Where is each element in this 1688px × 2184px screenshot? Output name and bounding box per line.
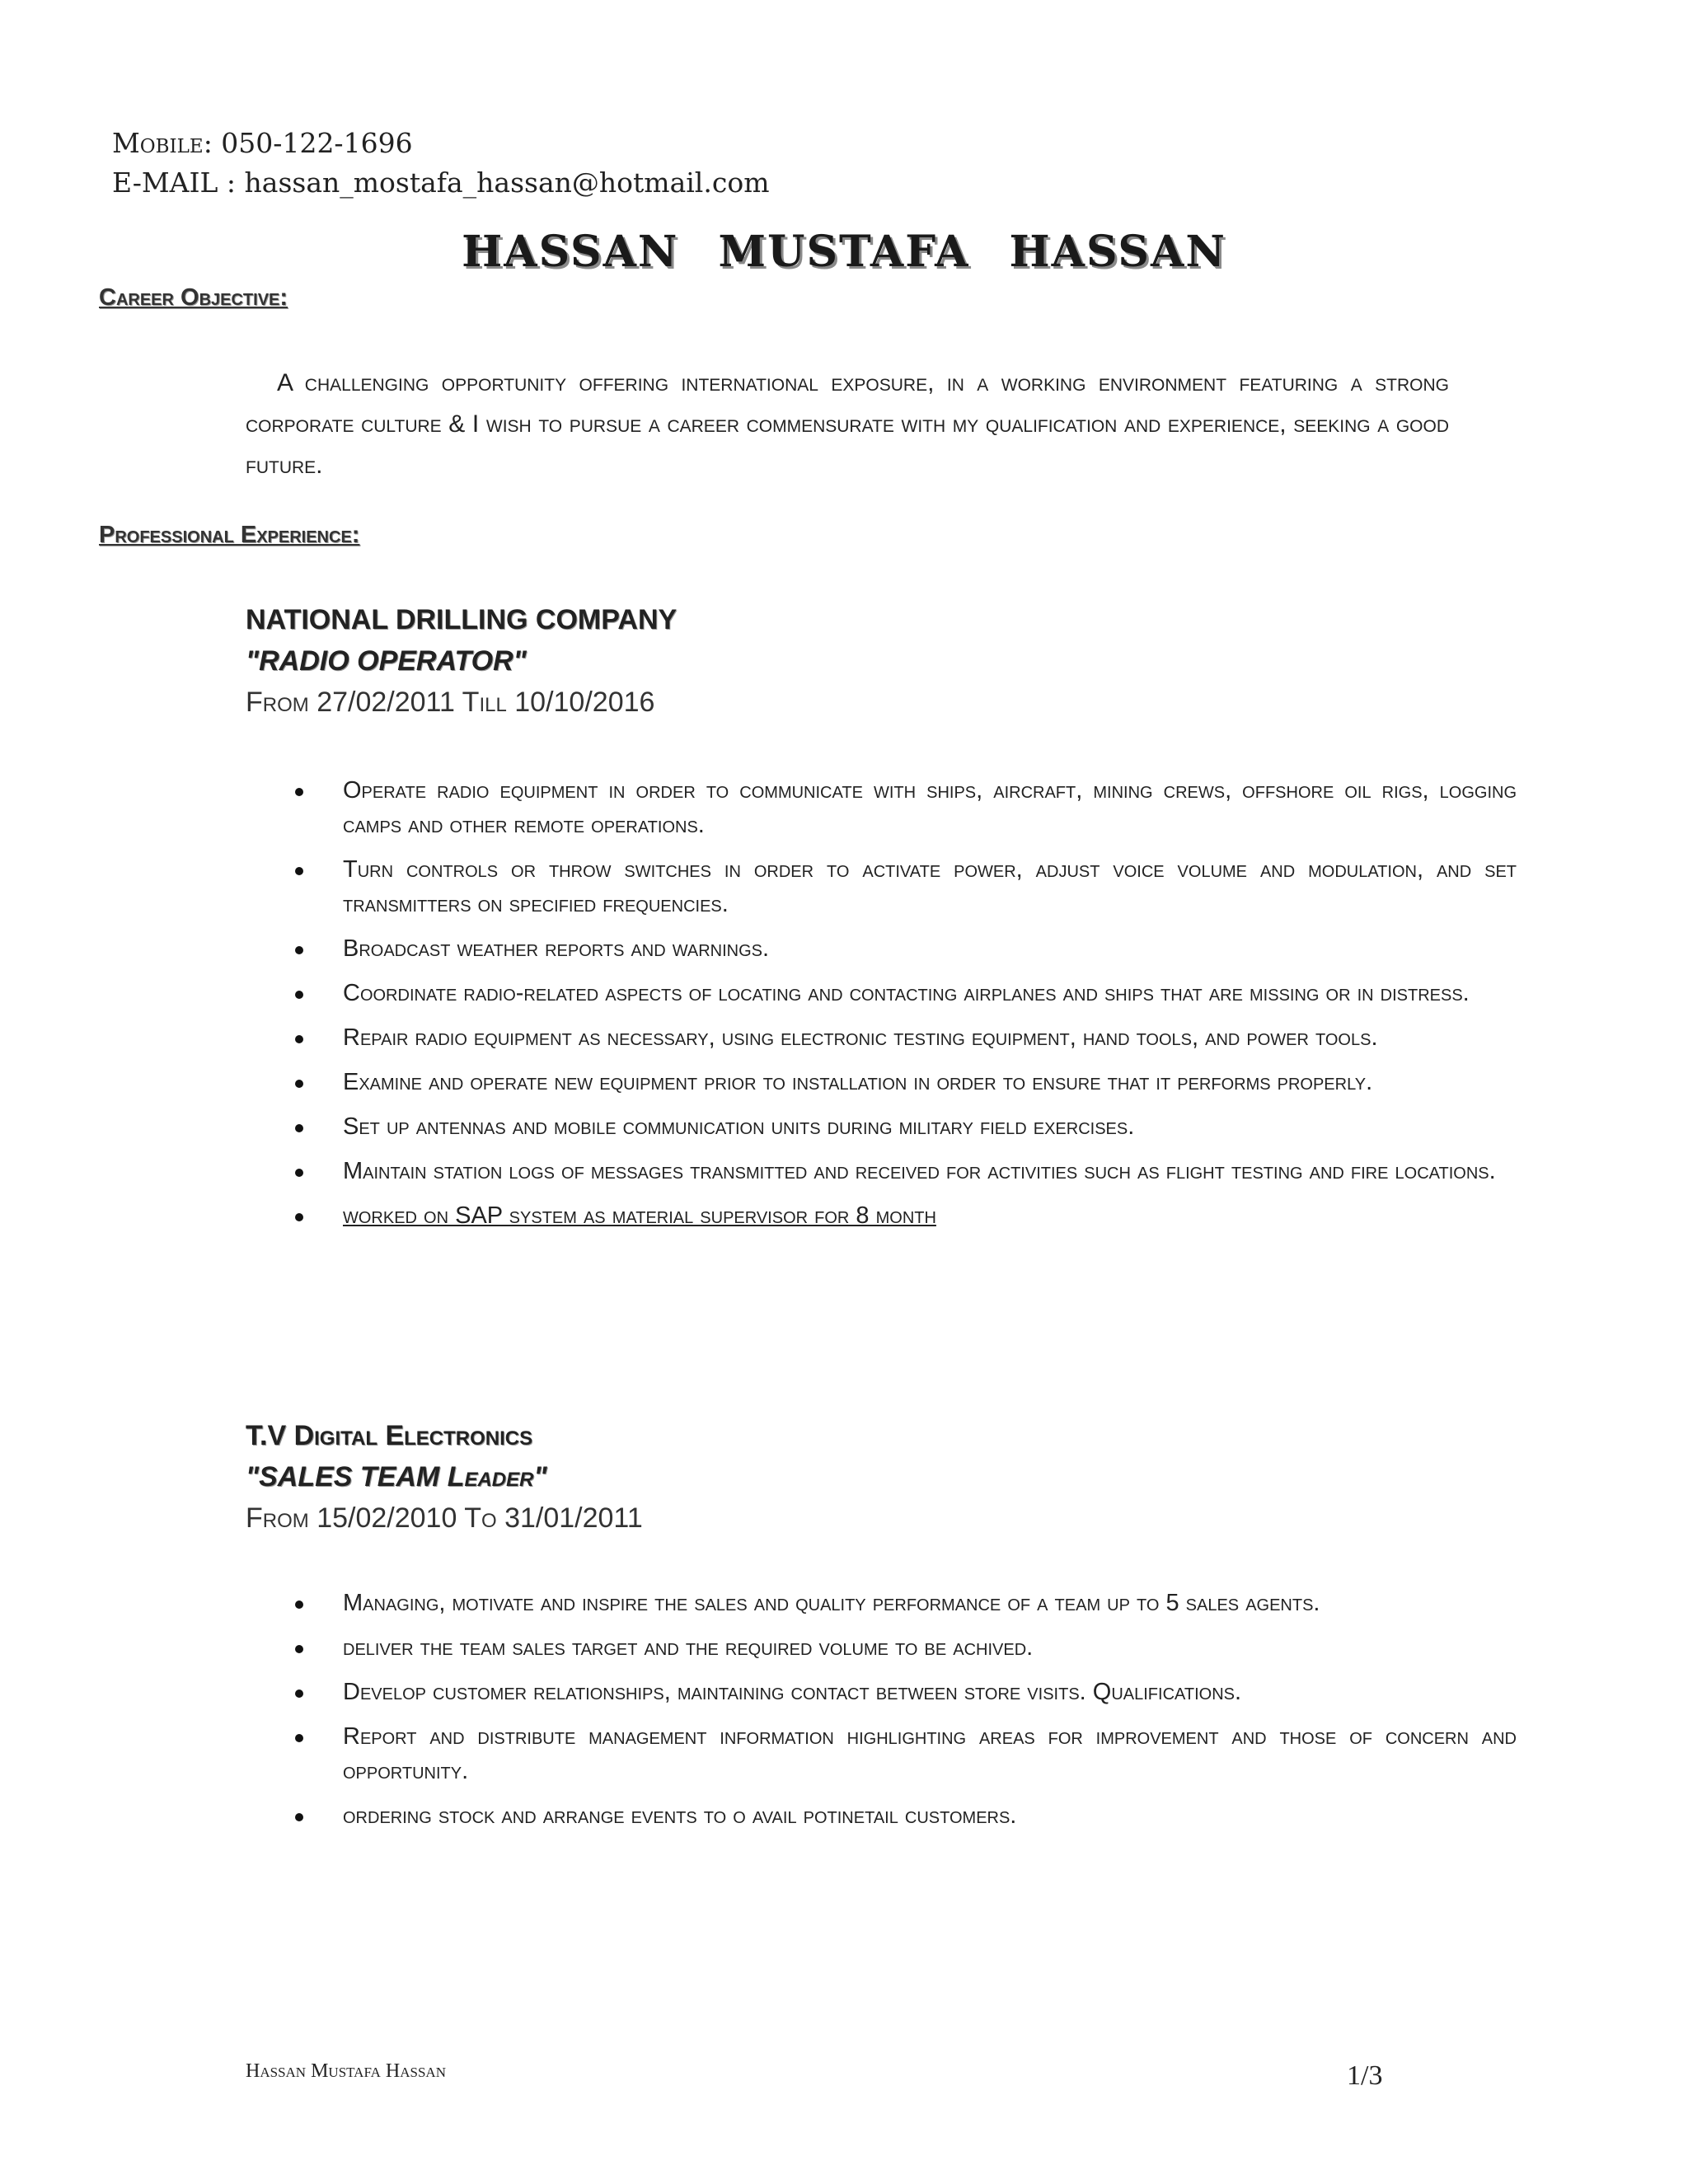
- list-item: deliver the team sales target and the required volume to be achived.: [288, 1630, 1517, 1665]
- list-item: Managing, motivate and inspire the sales and quality performance of a team up to 5 sales agents.: [288, 1586, 1517, 1620]
- job-2-responsibilities: [288, 1586, 1517, 1843]
- bullet-icon: [295, 1734, 303, 1742]
- list-item: Report and distribute management information highlighting areas for improvement and those of concern and opportunity.: [288, 1719, 1517, 1788]
- mobile-line: [112, 124, 770, 163]
- bullet-icon: [295, 1213, 303, 1221]
- list-item: Set up antennas and mobile communication units during military field exercises.: [288, 1109, 1517, 1144]
- page-number: 1/3: [1347, 2060, 1383, 2091]
- contact-block: [112, 124, 770, 203]
- bullet-icon: [295, 1601, 303, 1609]
- candidate-name: HASSAN MUSTAFA HASSAN: [462, 227, 1226, 277]
- email-line: [112, 163, 770, 203]
- list-item: Coordinate radio-related aspects of locating and contacting airplanes and ships that are missing or in distress.: [288, 976, 1517, 1010]
- bullet-icon: [295, 1645, 303, 1653]
- job-entry-2: [246, 1415, 643, 1539]
- list-item: Maintain station logs of messages transmitted and received for activities such as flight testing and fire locations.: [288, 1154, 1517, 1188]
- list-item: Broadcast weather reports and warnings.: [288, 931, 1517, 966]
- professional-experience-heading: Professional Experience:: [99, 522, 360, 548]
- job-title: "SALES TEAM Leader": [246, 1461, 547, 1493]
- bullet-icon: [295, 1124, 303, 1132]
- bullet-icon: [295, 1035, 303, 1043]
- bullet-icon: [295, 1813, 303, 1821]
- email-value: : hassan_mostafa_hassan@hotmail.com: [218, 166, 770, 199]
- career-objective-text: A challenging opportunity offering international exposure, in a working environment featuring a strong corporate culture & I wish to pursue a career commensurate with my qualification and experience, seeking a good future.: [246, 369, 1449, 479]
- job-dates: From 15/02/2010 To 31/01/2011: [246, 1502, 643, 1534]
- bullet-icon: [295, 867, 303, 875]
- list-item: Operate radio equipment in order to communicate with ships, aircraft, mining crews, offshore oil rigs, logging camps and other remote operations.: [288, 773, 1517, 842]
- bullet-icon: [295, 991, 303, 999]
- list-item: Develop customer relationships, maintaining contact between store visits. Qualifications.: [288, 1675, 1517, 1709]
- bullet-icon: [295, 1690, 303, 1698]
- list-item: Repair radio equipment as necessary, using electronic testing equipment, hand tools, and power tools.: [288, 1020, 1517, 1055]
- mobile-label: Mobile: [112, 127, 204, 159]
- bullet-icon: [295, 946, 303, 954]
- list-item: worked on SAP system as material supervisor for 8 month: [288, 1198, 1517, 1233]
- job-dates: From 27/02/2011 Till 10/10/2016: [246, 687, 655, 718]
- footer-name: Hassan Mustafa Hassan: [246, 2060, 446, 2082]
- bullet-icon: [295, 1169, 303, 1177]
- bullet-icon: [295, 1080, 303, 1088]
- list-item: Examine and operate new equipment prior to installation in order to ensure that it performs properly.: [288, 1065, 1517, 1099]
- job-entry-1: [246, 599, 677, 723]
- job-1-responsibilities: [288, 773, 1517, 1243]
- job-title: "RADIO OPERATOR": [246, 645, 527, 677]
- list-item: Turn controls or throw switches in order to activate power, adjust voice volume and modulation, and set transmitters on specified frequencies.: [288, 852, 1517, 921]
- mobile-value: : 050-122-1696: [203, 127, 413, 159]
- job-company: NATIONAL DRILLING COMPANY: [246, 604, 678, 635]
- job-company: T.V Digital Electronics: [246, 1420, 533, 1451]
- career-objective-heading: Career Objective:: [99, 284, 288, 311]
- list-item: ordering stock and arrange events to o avail potinetail customers.: [288, 1798, 1517, 1833]
- bullet-icon: [295, 788, 303, 796]
- email-label: E-MAIL: [112, 166, 218, 199]
